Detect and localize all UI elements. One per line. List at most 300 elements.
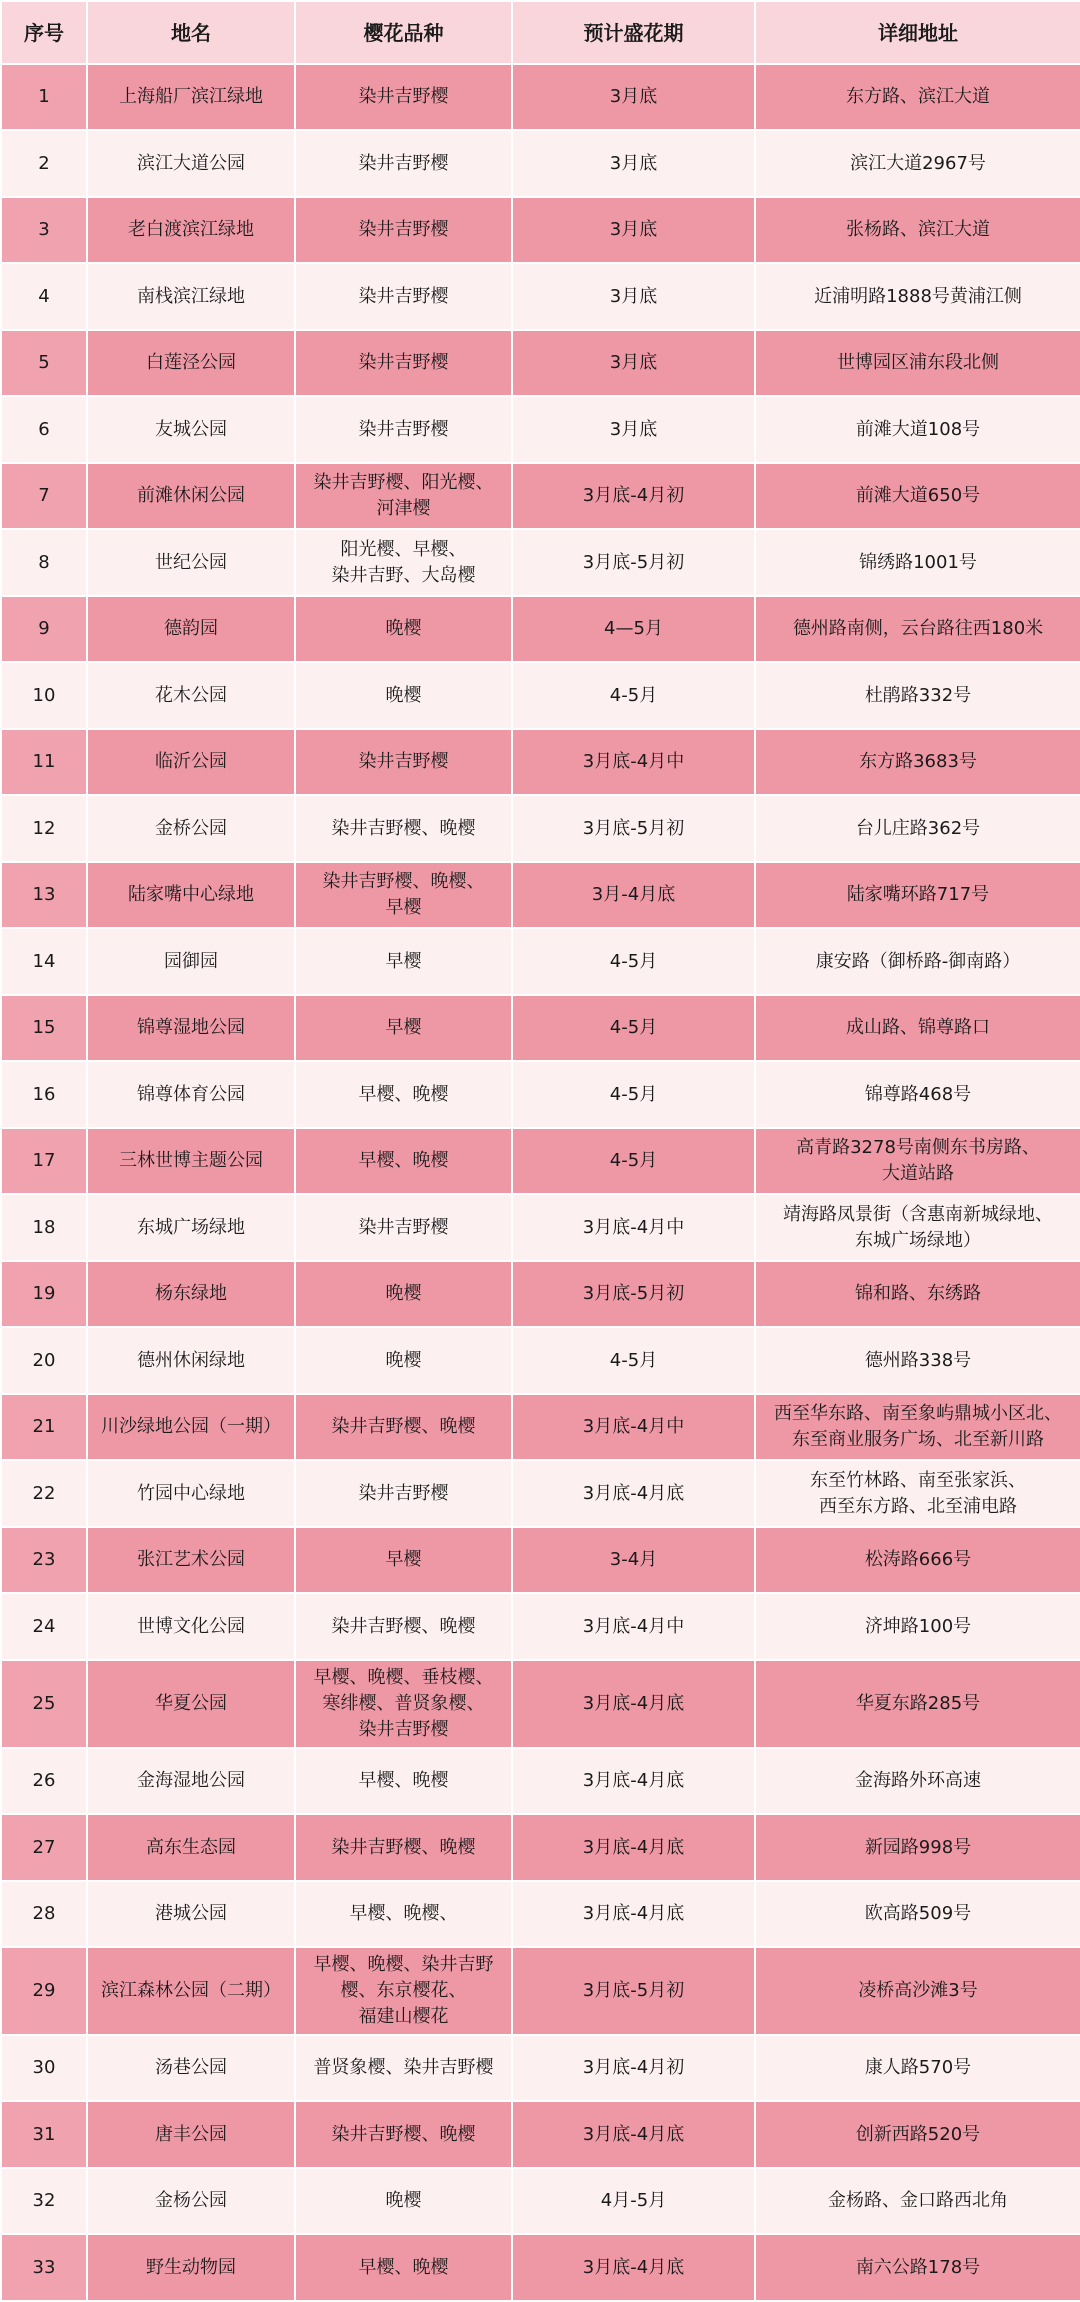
table-row [1,1128,1080,1194]
row-place-text: 园御园 [164,950,218,972]
table-row [1,2234,1080,2301]
row-bloom-period-text: 4月-5月 [600,2190,667,2211]
row-index [1,130,87,197]
row-bloom-period [512,2168,755,2234]
row-place [87,2234,295,2301]
row-address [755,596,1080,662]
row-variety [295,263,512,330]
row-address [755,529,1080,596]
row-address-text: 康安路（御桥路-御南路） [815,950,1021,972]
row-address [755,1061,1080,1128]
row-variety-text: 普贤象樱、染井吉野樱 [313,2057,494,2078]
row-index [1,197,87,263]
row-place [87,1394,295,1460]
row-address-text: 前滩大道650号 [855,485,981,506]
row-index [1,396,87,463]
row-bloom-period [512,662,755,729]
row-place-text: 金海湿地公园 [137,1770,245,1791]
row-bloom-period-text: 3月底 [609,86,658,107]
table-row [1,662,1080,729]
table-row [1,729,1080,795]
row-variety [295,2101,512,2168]
row-address-text: 华夏东路285号 [855,1693,981,1714]
row-bloom-period-text: 4-5月 [609,950,658,972]
row-index [1,2234,87,2301]
row-variety [295,1128,512,1194]
row-variety [295,1527,512,1593]
row-place [87,2035,295,2101]
table-row [1,197,1080,263]
row-variety [295,1947,512,2035]
row-place [87,1593,295,1660]
row-address-text: 锦绣路1001号 [859,551,977,573]
row-variety-text: 阳光樱、早樱、 染井吉野、大岛樱 [331,538,476,586]
row-bloom-period [512,1814,755,1881]
row-index-text: 8 [38,551,50,573]
row-place-text: 白莲泾公园 [146,352,236,373]
row-index-text: 3 [38,219,50,240]
row-bloom-period-text: 3月底 [609,352,658,373]
row-bloom-period-text: 3月-4月底 [591,884,676,905]
row-variety-text: 晚樱 [385,1349,422,1371]
row-place-text: 杨东绿地 [155,1283,227,1304]
row-variety-text: 晚樱 [385,1283,422,1304]
row-bloom-period-text: 3月底-4月底 [582,1836,685,1858]
row-bloom-period-text: 3月底-5月初 [582,817,685,839]
row-variety [295,1460,512,1527]
table-row [1,2035,1080,2101]
row-address-text: 世博园区浦东段北侧 [837,352,999,373]
row-variety-text: 染井吉野樱 [358,418,449,440]
row-index [1,1394,87,1460]
row-variety [295,197,512,263]
row-address-text: 德州路南侧，云台路往西180米 [792,618,1044,639]
row-bloom-period [512,596,755,662]
row-place-text: 川沙绿地公园（一期） [101,1416,281,1437]
row-bloom-period-text: 3月底-4月中 [582,1416,685,1437]
table-row [1,928,1080,995]
row-bloom-period-text: 3月底-4月底 [582,1903,685,1924]
row-bloom-period-text: 3月底-4月底 [582,1770,685,1791]
row-bloom-period [512,1128,755,1194]
row-variety-text: 染井吉野樱、晚樱 [331,1836,476,1858]
row-variety-text: 晚樱 [385,2190,422,2211]
row-index-text: 16 [32,1083,56,1105]
row-address-text: 锦和路、东绣路 [855,1283,981,1304]
row-address [755,130,1080,197]
row-place [87,1947,295,2035]
row-variety [295,1194,512,1261]
row-variety-text: 早樱 [385,1549,422,1570]
row-variety [295,330,512,396]
table-row [1,795,1080,862]
row-bloom-period [512,1748,755,1814]
row-place-text: 友城公园 [155,418,227,440]
row-place-text: 滨江森林公园（二期） [101,1980,281,2001]
row-place [87,2168,295,2234]
row-index [1,529,87,596]
row-variety [295,396,512,463]
row-index [1,1061,87,1128]
row-variety [295,64,512,130]
row-place-text: 陆家嘴中心绿地 [128,884,254,905]
row-address-text: 金杨路、金口路西北角 [828,2190,1008,2211]
row-bloom-period-text: 3月底-4月底 [582,2123,685,2145]
row-place-text: 前滩休闲公园 [137,485,245,506]
row-variety-text: 染井吉野樱 [358,751,449,772]
row-address [755,1593,1080,1660]
row-bloom-period [512,1660,755,1748]
row-place-text: 上海船厂滨江绿地 [119,86,263,107]
row-variety-text: 早樱、晚樱 [358,2256,449,2278]
row-index-text: 26 [32,1770,56,1791]
row-bloom-period [512,463,755,529]
row-place-text: 竹园中心绿地 [137,1482,245,1504]
row-bloom-period-text: 3月底-4月中 [582,1216,685,1238]
row-index-text: 13 [32,884,56,905]
row-place [87,928,295,995]
row-address [755,1748,1080,1814]
row-index-text: 20 [32,1349,56,1371]
row-address-text: 济坤路100号 [864,1615,972,1637]
row-variety [295,1593,512,1660]
row-address-text: 德州路338号 [864,1349,972,1371]
row-address-text: 成山路、锦尊路口 [846,1017,990,1038]
row-index-text: 31 [32,2123,56,2145]
row-bloom-period-text: 3月底 [609,152,658,174]
row-index [1,2035,87,2101]
table-row [1,396,1080,463]
row-index-text: 7 [38,485,50,506]
row-variety [295,1660,512,1748]
row-bloom-period [512,1261,755,1327]
row-bloom-period-text: 3月底-5月初 [582,551,685,573]
row-place [87,463,295,529]
row-place [87,1194,295,1261]
row-variety [295,2234,512,2301]
row-index-text: 14 [32,950,56,972]
table-row [1,862,1080,928]
row-index [1,1327,87,1394]
row-variety-text: 早樱、晚樱、垂枝樱、 寒绯樱、普贤象樱、 染井吉野樱 [313,1667,494,1740]
row-index [1,928,87,995]
row-address [755,2035,1080,2101]
row-variety [295,2168,512,2234]
row-index [1,995,87,1061]
row-place-text: 汤巷公园 [155,2057,227,2078]
row-place-text: 东城广场绿地 [137,1216,245,1238]
row-bloom-period-text: 4-5月 [609,1017,658,1038]
row-address-text: 东方路、滨江大道 [846,86,990,107]
row-bloom-period [512,1194,755,1261]
row-bloom-period-text: 3月底-5月初 [582,1980,685,2001]
row-index-text: 17 [32,1150,56,1171]
table-row [1,1748,1080,1814]
row-bloom-period [512,1947,755,2035]
row-index [1,1660,87,1748]
row-bloom-period [512,729,755,795]
table-row [1,1527,1080,1593]
row-address [755,2168,1080,2234]
row-bloom-period [512,1061,755,1128]
row-bloom-period [512,1460,755,1527]
row-variety [295,1327,512,1394]
row-variety-text: 染井吉野樱 [358,86,449,107]
row-bloom-period [512,1527,755,1593]
row-bloom-period [512,1593,755,1660]
row-place [87,1460,295,1527]
header-address: 详细地址 [755,1,1080,64]
row-place [87,1881,295,1947]
row-address [755,263,1080,330]
table-row [1,529,1080,596]
row-place-text: 临沂公园 [155,751,227,772]
row-address [755,2234,1080,2301]
table-header [1,1,1080,64]
row-bloom-period-text: 3月底-4月底 [582,2256,685,2278]
row-index [1,1128,87,1194]
row-variety-text: 染井吉野樱 [358,152,449,174]
row-place [87,1748,295,1814]
row-place [87,330,295,396]
table-row [1,2168,1080,2234]
row-index-text: 10 [32,684,56,706]
row-place [87,529,295,596]
table-row [1,1593,1080,1660]
header-index: 序号 [1,1,87,64]
row-place-text: 锦尊湿地公园 [137,1017,245,1038]
row-variety [295,1261,512,1327]
row-address [755,2101,1080,2168]
row-index [1,1527,87,1593]
row-address [755,1128,1080,1194]
row-variety [295,130,512,197]
table-row [1,1394,1080,1460]
row-index-text: 21 [32,1416,56,1437]
row-address-text: 靖海路凤景街（含惠南新城绿地、 东城广场绿地） [783,1203,1053,1251]
row-address-text: 张杨路、滨江大道 [846,219,990,240]
row-place [87,1061,295,1128]
row-address-text: 西至华东路、南至象屿鼎城小区北、 东至商业服务广场、北至新川路 [774,1403,1062,1450]
row-place [87,1660,295,1748]
row-index-text: 30 [32,2057,56,2078]
row-bloom-period [512,130,755,197]
row-address [755,1527,1080,1593]
row-index-text: 24 [32,1615,56,1637]
row-address [755,64,1080,130]
row-index-text: 18 [32,1216,56,1238]
row-place-text: 野生动物园 [146,2256,236,2278]
header-row [1,1,1080,64]
row-variety [295,1748,512,1814]
row-variety-text: 染井吉野樱 [358,1216,449,1238]
row-place [87,862,295,928]
row-index-text: 4 [38,285,50,307]
row-index-text: 5 [38,352,50,373]
row-place [87,263,295,330]
row-index [1,463,87,529]
row-bloom-period-text: 4-5月 [609,1083,658,1105]
row-index [1,795,87,862]
row-bloom-period-text: 4—5月 [604,618,663,639]
row-index-text: 25 [32,1693,56,1714]
row-index [1,263,87,330]
row-place [87,1327,295,1394]
row-variety-text: 早樱、晚樱 [358,1150,449,1171]
row-index-text: 29 [32,1980,56,2001]
table-row [1,1660,1080,1748]
row-bloom-period-text: 3月底 [609,418,658,440]
row-address-text: 东至竹林路、南至张家浜、 西至东方路、北至浦电路 [810,1469,1026,1517]
row-place-text: 金杨公园 [155,2190,227,2211]
row-variety-text: 早樱、晚樱 [358,1770,449,1791]
row-bloom-period [512,64,755,130]
row-address [755,1660,1080,1748]
row-variety-text: 染井吉野樱、晚樱 [331,2123,476,2145]
row-address-text: 凌桥高沙滩3号 [858,1980,978,2001]
row-index [1,1194,87,1261]
row-place-text: 德州休闲绿地 [137,1349,245,1371]
row-address [755,1394,1080,1460]
row-variety [295,1814,512,1881]
table-body [1,64,1080,2301]
row-bloom-period [512,1327,755,1394]
row-index-text: 28 [32,1903,56,1924]
table-row [1,1881,1080,1947]
row-index [1,2101,87,2168]
row-bloom-period [512,995,755,1061]
row-bloom-period [512,928,755,995]
row-index [1,1261,87,1327]
row-bloom-period [512,1881,755,1947]
row-index-text: 15 [32,1017,56,1038]
row-place [87,1527,295,1593]
row-address [755,928,1080,995]
row-place-text: 唐丰公园 [155,2123,227,2145]
row-address-text: 松涛路666号 [864,1549,972,1570]
row-place [87,1261,295,1327]
row-index [1,662,87,729]
row-variety [295,596,512,662]
table-row [1,1327,1080,1394]
row-place-text: 花木公园 [155,684,227,706]
row-address-text: 欧高路509号 [864,1903,972,1924]
row-address [755,1460,1080,1527]
row-variety-text: 早樱、晚樱 [358,1083,449,1105]
row-address [755,1194,1080,1261]
row-bloom-period-text: 3月底-4月初 [582,485,685,506]
row-bloom-period-text: 4-5月 [609,684,658,706]
row-index [1,1814,87,1881]
row-address-text: 高青路3278号南侧东书房路、 大道站路 [796,1137,1040,1184]
table-row [1,596,1080,662]
row-bloom-period-text: 3-4月 [609,1549,658,1570]
row-place [87,596,295,662]
row-variety [295,1881,512,1947]
row-bloom-period-text: 3月底-4月底 [582,1482,685,1504]
row-address-text: 台儿庄路362号 [855,817,981,839]
row-variety-text: 早樱 [385,950,422,972]
row-bloom-period [512,2035,755,2101]
row-bloom-period [512,330,755,396]
row-place-text: 张江艺术公园 [137,1549,245,1570]
row-index [1,596,87,662]
row-index [1,1881,87,1947]
row-place-text: 德韵园 [164,618,218,639]
row-address-text: 杜鹃路332号 [864,684,972,706]
row-place-text: 金桥公园 [155,817,227,839]
row-address [755,795,1080,862]
row-address-text: 南六公路178号 [855,2256,981,2278]
row-bloom-period-text: 3月底-4月底 [582,1693,685,1714]
row-index-text: 32 [32,2190,56,2211]
table-row [1,330,1080,396]
row-bloom-period [512,396,755,463]
row-address [755,1881,1080,1947]
row-index-text: 23 [32,1549,56,1570]
row-address [755,1261,1080,1327]
row-variety-text: 染井吉野樱 [358,285,449,307]
row-place [87,2101,295,2168]
row-place-text: 锦尊体育公园 [137,1083,245,1105]
row-bloom-period [512,263,755,330]
row-variety-text: 晚樱 [385,684,422,706]
table-row [1,463,1080,529]
row-address [755,330,1080,396]
row-index-text: 27 [32,1836,56,1858]
row-variety-text: 染井吉野樱、晚樱、 早樱 [322,871,485,918]
row-bloom-period-text: 3月底-4月中 [582,1615,685,1637]
row-address-text: 前滩大道108号 [855,418,981,440]
table-row [1,64,1080,130]
row-index-text: 11 [32,751,56,772]
row-index [1,729,87,795]
row-variety-text: 早樱 [385,1017,422,1038]
header-bloom-period: 预计盛花期 [512,1,755,64]
row-variety-text: 早樱、晚樱、染井吉野 樱、东京樱花、 福建山樱花 [313,1954,494,2027]
row-address [755,396,1080,463]
row-variety [295,729,512,795]
row-address-text: 东方路3683号 [859,751,977,772]
row-index-text: 9 [38,618,50,639]
row-bloom-period [512,1394,755,1460]
row-address [755,995,1080,1061]
row-variety-text: 染井吉野樱、晚樱 [331,1416,476,1437]
row-address-text: 康人路570号 [864,2057,972,2078]
row-bloom-period [512,795,755,862]
row-variety [295,2035,512,2101]
row-place-text: 世纪公园 [155,551,227,573]
row-address-text: 陆家嘴环路717号 [846,884,990,905]
row-variety [295,529,512,596]
row-bloom-period-text: 3月底 [609,219,658,240]
table-row [1,263,1080,330]
row-place [87,795,295,862]
row-variety [295,1061,512,1128]
table-row [1,1061,1080,1128]
row-place [87,197,295,263]
row-address-text: 金海路外环高速 [855,1770,981,1791]
row-bloom-period [512,2234,755,2301]
row-place-text: 老白渡滨江绿地 [128,219,254,240]
row-index-text: 2 [38,152,50,174]
row-place-text: 港城公园 [155,1903,227,1924]
row-place [87,396,295,463]
table-row [1,1947,1080,2035]
row-address-text: 创新西路520号 [855,2123,981,2145]
row-variety-text: 染井吉野樱 [358,1482,449,1504]
row-variety [295,1394,512,1460]
